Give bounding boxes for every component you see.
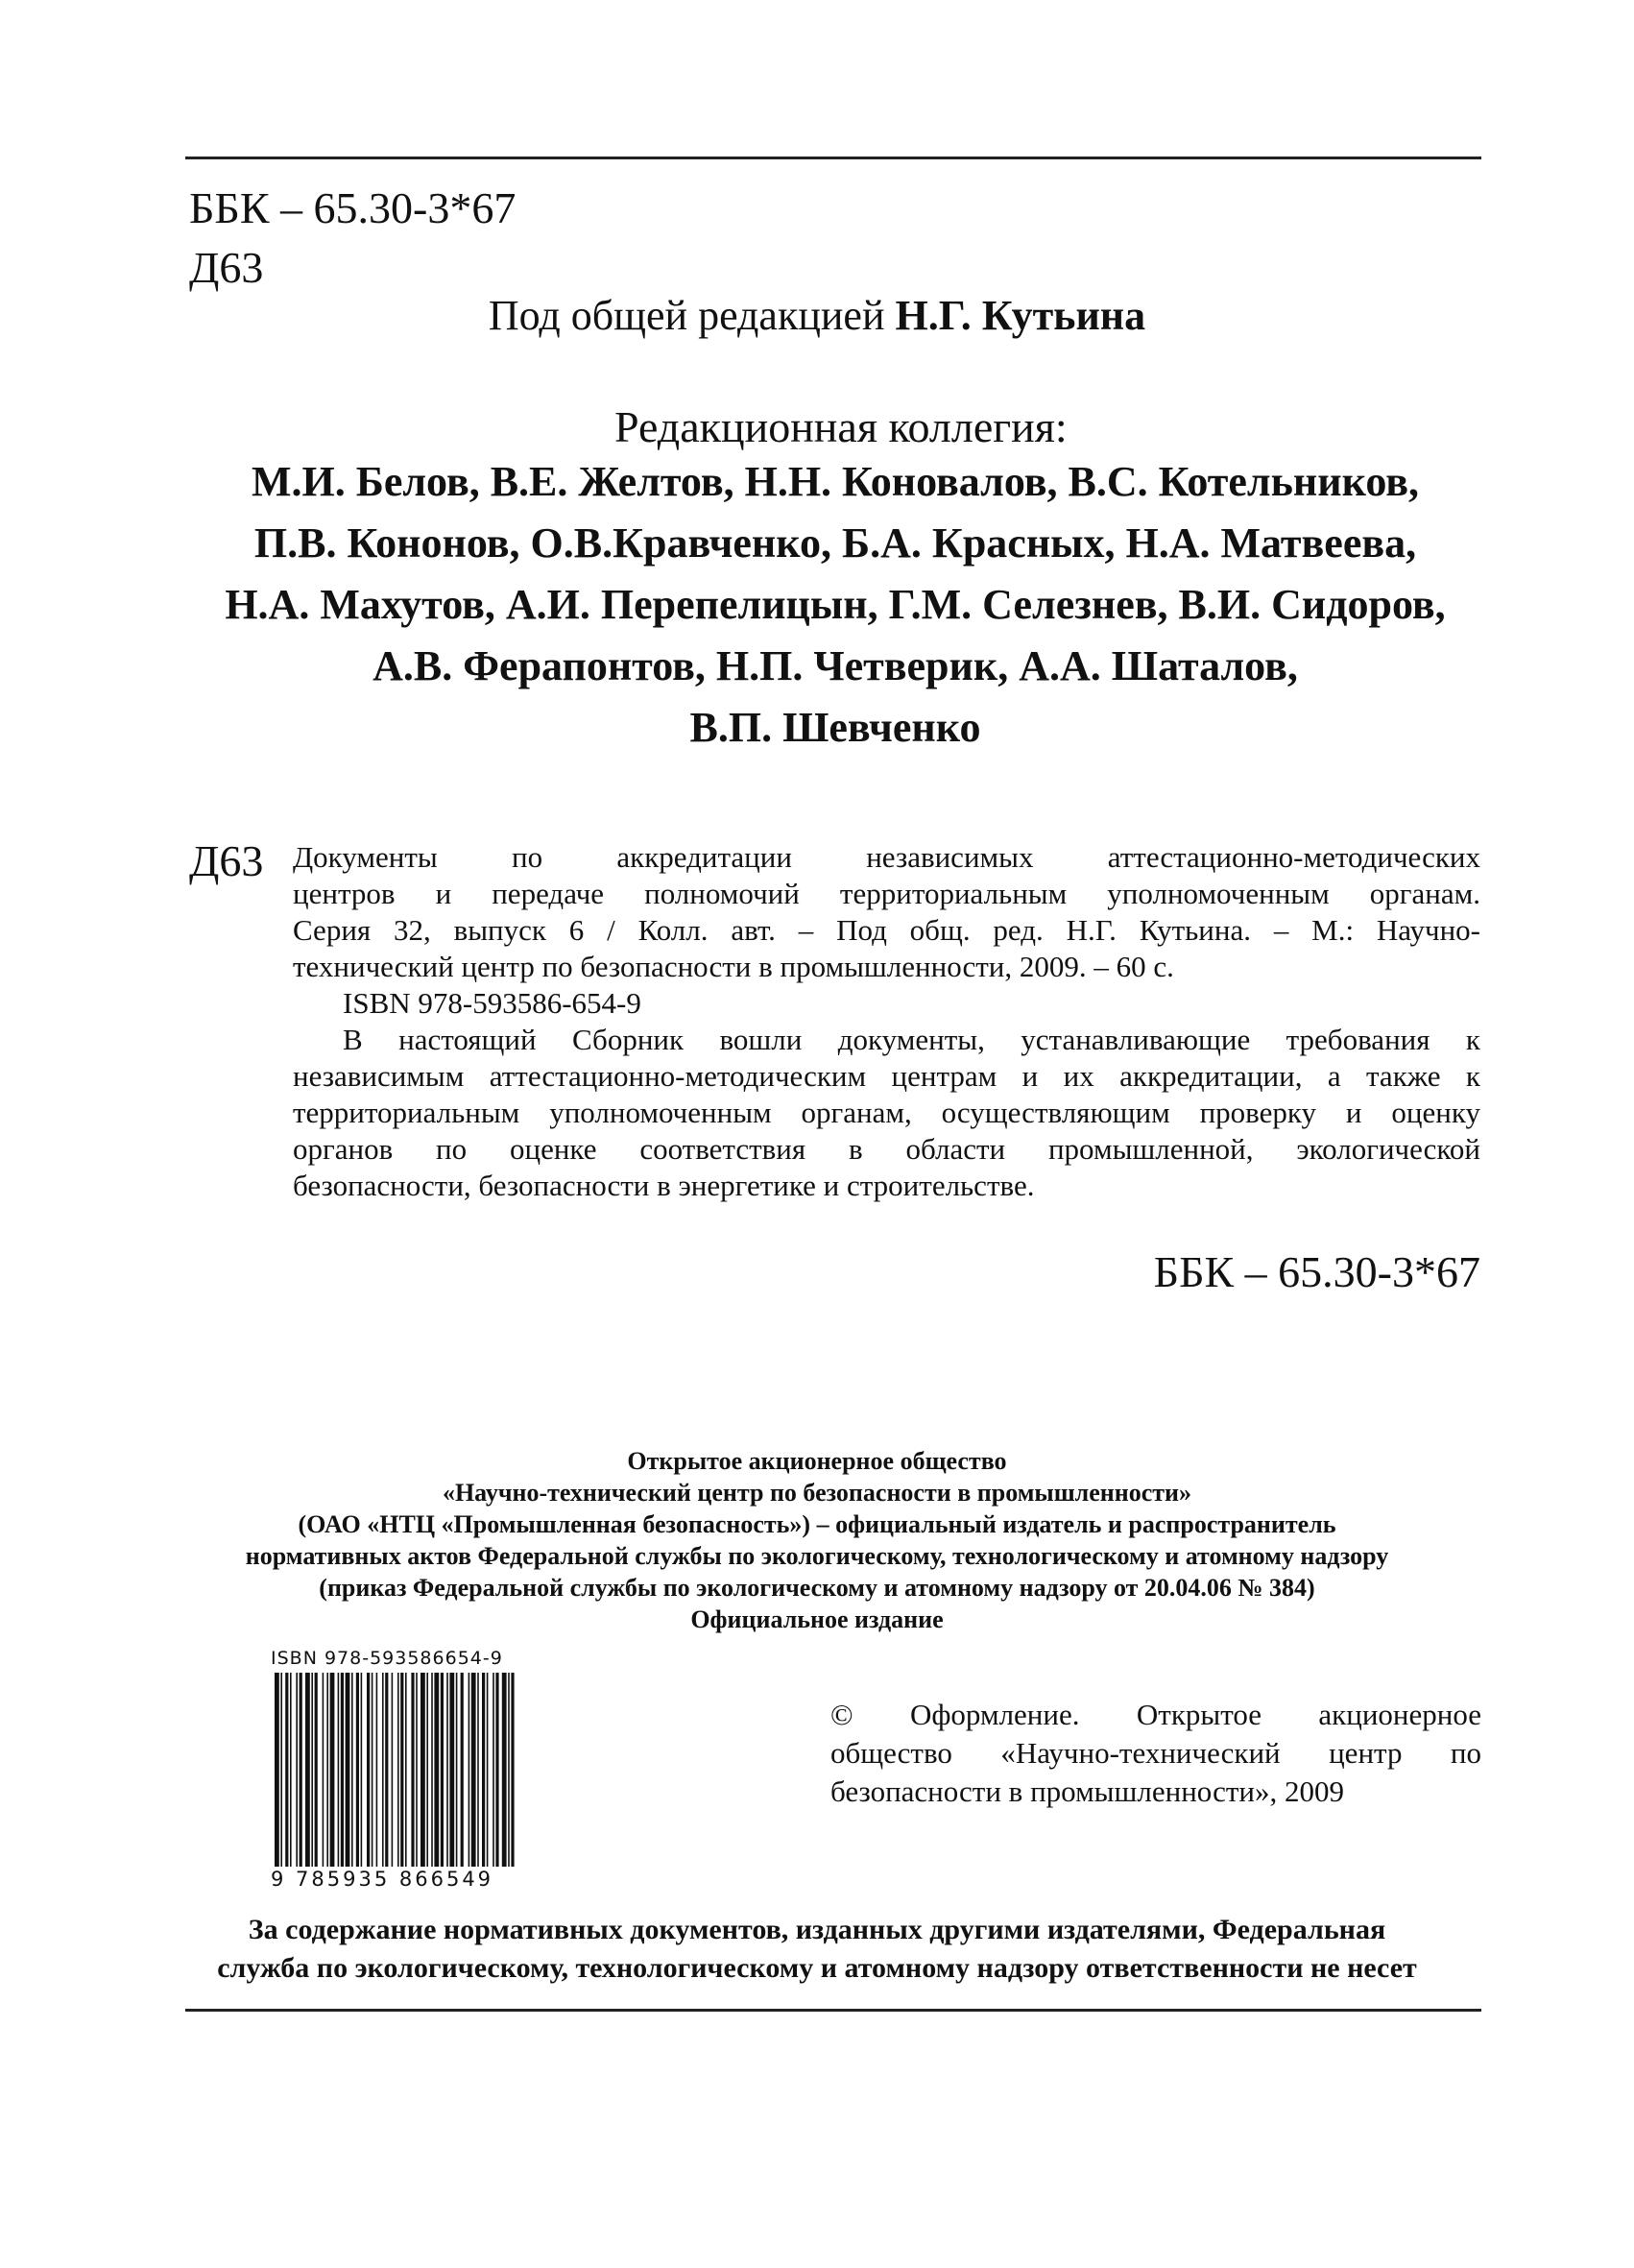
barcode-bar <box>449 1673 454 1867</box>
barcode-bar <box>441 1673 444 1867</box>
description-line: Серия 32, выпуск 6 / Колл. авт. – Под общ. ред. Н.Г. Кутьина. – М.: Научно- <box>293 913 1480 947</box>
barcode-bar <box>493 1673 494 1867</box>
abstract-line: безопасности, безопасности в энергетике и строительстве. <box>293 1169 1035 1202</box>
disclaimer-line: За содержание нормативных документов, изданных другими издателями, Федеральная <box>248 1914 1386 1945</box>
barcode-bar <box>315 1673 318 1867</box>
barcode-bar <box>351 1673 353 1867</box>
barcode-bar <box>311 1673 313 1867</box>
barcode-bar <box>392 1673 394 1867</box>
barcode-bar <box>346 1673 350 1867</box>
editorial-board-title: Редакционная коллегия: <box>614 402 1068 451</box>
top-rule <box>185 157 1481 159</box>
copyright-notice <box>830 1696 1481 1811</box>
barcode-bar <box>482 1673 485 1867</box>
barcode-bar <box>376 1673 378 1867</box>
barcode-bar <box>285 1673 288 1867</box>
barcode-bar <box>397 1673 399 1867</box>
copyright-line: © Оформление. Открытое акционерное <box>830 1698 1481 1731</box>
description-line: центров и передаче полномочий территориальным уполномоченным органам. <box>293 877 1480 910</box>
barcode-bar <box>323 1673 324 1867</box>
barcode-bar <box>421 1673 425 1867</box>
barcode-bar <box>469 1673 470 1867</box>
barcode-bar <box>382 1673 384 1867</box>
barcode-bar <box>400 1673 403 1867</box>
abstract-line: территориальным уполномоченным органам, осуществляющим проверку и оценку <box>293 1096 1480 1129</box>
barcode-bar <box>426 1673 428 1867</box>
barcode-bar <box>330 1673 335 1867</box>
barcode-bar <box>326 1673 328 1867</box>
publisher-line: (приказ Федеральной службы по экологическому и атомному надзору от 20.04.06 № 384) <box>319 1574 1315 1602</box>
barcode-bar <box>280 1673 282 1867</box>
barcode-bar <box>296 1673 298 1867</box>
publisher-block <box>96 1445 1538 1635</box>
barcode-bar <box>431 1673 433 1867</box>
barcode-bar <box>487 1673 489 1867</box>
publisher-line: «Научно-технический центр по безопасности в промышленности» <box>442 1479 1192 1507</box>
barcode-isbn-label: ISBN 978-593586654-9 <box>271 1648 503 1669</box>
description-line: Документы по аккредитации независимых аттестационно-методических <box>293 840 1480 874</box>
barcode-digits: 9 785935 866549 <box>271 1868 494 1891</box>
bottom-rule <box>185 2009 1481 2012</box>
barcode-bar <box>471 1673 476 1867</box>
copyright-line: безопасности в промышленности», 2009 <box>830 1774 1344 1808</box>
barcode-bar <box>405 1673 407 1867</box>
general-editor <box>0 290 1634 342</box>
abstract-line: В настоящий Сборник вошли документы, устанавливающие требования к <box>343 1023 1480 1056</box>
board-line: П.В. Кононов, О.В.Кравченко, Б.А. Красных, Н.А. Матвеева, <box>253 519 1417 567</box>
barcode-bar <box>411 1673 414 1867</box>
barcode-bar <box>416 1673 418 1867</box>
author-index: Д63 <box>189 243 264 292</box>
barcode-bar <box>305 1673 310 1867</box>
barcode-bar <box>511 1673 514 1867</box>
isbn-barcode <box>271 1673 520 1867</box>
abstract-line: органов по оценке соответствия в области промышленной, экологической <box>293 1132 1480 1166</box>
abstract-line: независимым аттестационно-методическим центрам и их аккредитации, а также к <box>293 1059 1480 1093</box>
barcode-bar <box>372 1673 373 1867</box>
isbn-text: ISBN 978-593586-654-9 <box>343 986 641 1020</box>
barcode-bar <box>341 1673 344 1867</box>
barcode-bar <box>338 1673 340 1867</box>
publisher-line: (ОАО «НТЦ «Промышленная безопасность») – официальный издатель и распространитель <box>298 1510 1336 1538</box>
barcode-bar <box>367 1673 370 1867</box>
bbk-code-bottom: ББК – 65.30-3*67 <box>1153 1247 1480 1296</box>
barcode-bar <box>477 1673 479 1867</box>
editorial-board-list <box>192 451 1478 759</box>
editor-name: Н.Г. Кутьина <box>895 292 1146 339</box>
board-line: А.В. Ферапонтов, Н.П. Четверик, А.А. Шаталов, <box>372 642 1298 689</box>
barcode-bar <box>434 1673 439 1867</box>
board-line: М.И. Белов, В.Е. Желтов, Н.Н. Коновалов, В.С. Котельников, <box>251 458 1419 505</box>
disclaimer-line: служба по экологическому, технологическому и атомному надзору ответственности не несет <box>217 1952 1417 1984</box>
publisher-line: нормативных актов Федеральной службы по экологическому, технологическому и атомному надзору <box>245 1542 1389 1570</box>
bibliography-index: Д63 <box>189 836 264 885</box>
bbk-code: ББК – 65.30-3*67 <box>189 183 517 232</box>
barcode-bar <box>290 1673 292 1867</box>
publisher-line: Открытое акционерное общество <box>627 1447 1007 1475</box>
barcode-bar <box>456 1673 458 1867</box>
board-line: Н.А. Махутов, А.И. Перепелицын, Г.М. Селезнев, В.И. Сидоров, <box>225 581 1446 628</box>
barcode-bar <box>495 1673 498 1867</box>
description-line: технический центр по безопасности в промышленности, 2009. – 60 с. <box>293 950 1174 983</box>
publisher-line: Официальное издание <box>690 1605 944 1633</box>
barcode-bar <box>275 1673 279 1867</box>
copyright-line: общество «Научно-технический центр по <box>830 1736 1481 1770</box>
barcode-bar <box>502 1673 507 1867</box>
barcode-bar <box>385 1673 388 1867</box>
board-line: В.П. Шевченко <box>689 704 981 751</box>
barcode-bars <box>271 1673 520 1867</box>
barcode-bar <box>300 1673 302 1867</box>
barcode-bar <box>361 1673 363 1867</box>
barcode-bar <box>461 1673 464 1867</box>
barcode-bar <box>446 1673 448 1867</box>
editor-prefix: Под общей редакцией <box>488 292 885 339</box>
responsibility-disclaimer <box>144 1911 1490 1988</box>
barcode-bar <box>508 1673 510 1867</box>
barcode-bar <box>356 1673 359 1867</box>
bibliographic-description <box>293 839 1480 1204</box>
